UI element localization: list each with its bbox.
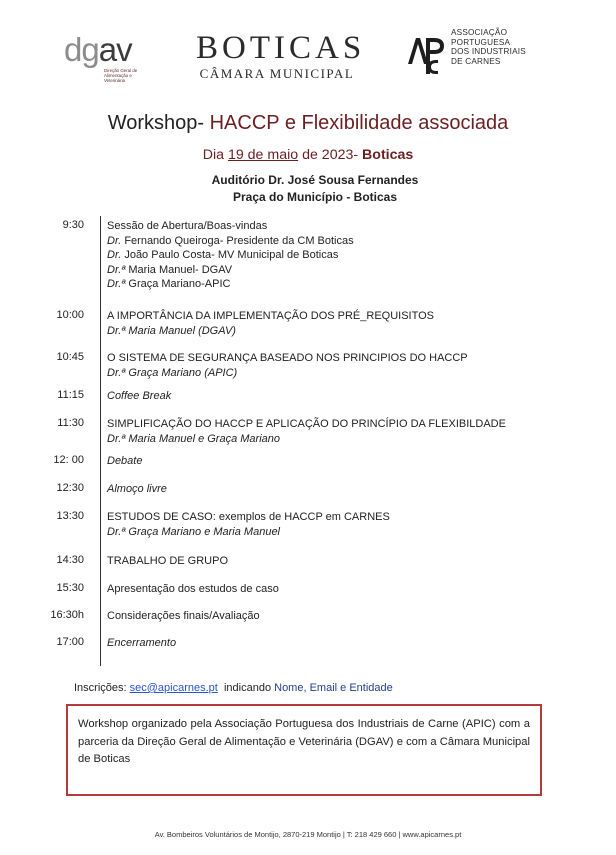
dgav-logo — [64, 30, 150, 82]
date-place: Boticas — [362, 147, 414, 163]
speaker-prefix: Dr.ª — [107, 263, 126, 276]
speaker-prefix: Dr.ª — [107, 278, 126, 290]
schedule-time: 11:30 — [57, 417, 84, 429]
schedule-time: 12: 00 — [53, 454, 84, 466]
registration-middle: indicando — [217, 682, 275, 694]
title-main: HACCP e Flexibilidade associada — [209, 112, 509, 134]
date-day: Dia — [202, 147, 228, 163]
schedule-item — [107, 309, 434, 338]
schedule-item — [107, 510, 390, 539]
schedule-time: 13:30 — [56, 510, 84, 522]
schedule-time: 12:30 — [56, 482, 84, 494]
schedule-item-title: Coffee Break — [107, 390, 172, 402]
schedule-divider — [100, 216, 101, 666]
dgav-logo-dg: dg — [64, 31, 99, 68]
boticas-logo-title: BOTICAS — [196, 30, 366, 66]
speaker-name: João Paulo Costa- MV Municipal de Boticas — [121, 249, 339, 261]
schedule-speaker — [107, 234, 354, 249]
speaker-prefix: Dr. — [107, 249, 122, 261]
schedule-item-title: Encerramento — [107, 637, 177, 649]
schedule-speaker — [107, 263, 354, 278]
schedule-speaker: Dr.ª Maria Manuel (DGAV) — [107, 324, 236, 337]
dgav-logo-av: av — [98, 31, 132, 68]
registration-email-link[interactable]: sec@apicarnes.pt — [129, 682, 218, 694]
schedule-item — [107, 219, 354, 292]
schedule-speaker — [107, 248, 354, 263]
schedule-speaker: Dr.ª Graça Mariano (APIC) — [107, 366, 238, 379]
schedule-item-title: TRABALHO DE GRUPO — [107, 555, 229, 567]
apic-logo — [406, 26, 526, 80]
schedule-time: 10:45 — [56, 351, 84, 363]
schedule-time: 9:30 — [62, 219, 84, 231]
apic-logo-mark-icon — [406, 30, 446, 76]
boticas-logo — [196, 30, 366, 82]
venue-line-2: Praça do Município - Boticas — [232, 190, 398, 204]
date-year: de 2023- — [298, 147, 363, 163]
speaker-name: Maria Manuel- DGAV — [125, 263, 233, 276]
event-date — [0, 147, 616, 163]
schedule-item — [107, 417, 506, 446]
workshop-title — [0, 112, 616, 135]
schedule-time: 17:00 — [56, 636, 84, 648]
footer-contact: Av. Bombeiros Voluntários de Montijo, 2870-219 Montijo | T: 218 429 660 | www.apicarnes.pt — [154, 830, 462, 839]
schedule-item-title: SIMPLIFICAÇÃO DO HACCP E APLICAÇÃO DO PRINCÍPIO DA FLEXIBILDADE — [107, 418, 506, 430]
schedule-time: 10:00 — [56, 309, 84, 321]
registration-label: Inscrições: — [74, 682, 130, 694]
speaker-name: Graça Mariano-APIC — [125, 278, 231, 290]
speaker-name: Fernando Queiroga- Presidente da CM Boticas — [121, 234, 354, 247]
schedule-item-title: ESTUDOS DE CASO: exemplos de HACCP em CARNES — [107, 511, 390, 523]
apic-line-1: ASSOCIAÇÃO — [451, 28, 508, 37]
apic-line-2: PORTUGUESA — [451, 37, 511, 47]
schedule-item-title: Considerações finais/Avaliação — [107, 610, 260, 622]
dgav-logo-subtitle: Direção Geral de Alimentação e Veterinária — [104, 68, 138, 83]
date-highlight: 19 de maio — [227, 147, 299, 163]
schedule-speaker: Dr.ª Maria Manuel e Graça Mariano — [107, 432, 281, 445]
speaker-prefix: Dr. — [107, 234, 122, 247]
schedule-speaker — [107, 277, 354, 292]
schedule-item — [107, 351, 468, 380]
apic-logo-name — [451, 28, 526, 66]
organizer-info-box: Workshop organizado pela Associação Portuguesa dos Industriais de Carne (APIC) com a parceria da Direção Geral de Alimentação e Veterinária (DGAV) e com a Câmara Municipal de Boticas — [66, 704, 542, 796]
schedule-item-title: Sessão de Abertura/Boas-vindas — [107, 220, 268, 232]
schedule-speaker: Dr.ª Graça Mariano e Maria Manuel — [107, 525, 281, 538]
apic-line-4: DE CARNES — [451, 56, 501, 66]
schedule-item-title: Almoço livre — [107, 483, 167, 495]
venue-line-1: Auditório Dr. José Sousa Fernandes — [211, 173, 419, 187]
schedule-time: 16:30h — [50, 609, 84, 621]
dgav-logo-mark — [64, 30, 132, 70]
registration-line — [74, 682, 393, 694]
schedule-time: 11:15 — [57, 389, 84, 401]
title-prefix: Workshop- — [107, 112, 210, 134]
schedule-item-title: A IMPORTÂNCIA DA IMPLEMENTAÇÃO DOS PRÉ_REQUISITOS — [107, 310, 435, 322]
apic-line-3: DOS INDUSTRIAIS — [451, 47, 526, 57]
schedule-item-title: Apresentação dos estudos de caso — [107, 583, 279, 595]
boticas-logo-subtitle: CÂMARA MUNICIPAL — [199, 66, 355, 81]
schedule-time: 15:30 — [56, 582, 84, 594]
schedule-item-title: O SISTEMA DE SEGURANÇA BASEADO NOS PRINCIPIOS DO HACCP — [107, 352, 468, 364]
schedule-item-title: Debate — [107, 455, 143, 467]
registration-fields: Nome, Email e Entidade — [274, 682, 393, 694]
schedule-time: 14:30 — [56, 554, 84, 566]
